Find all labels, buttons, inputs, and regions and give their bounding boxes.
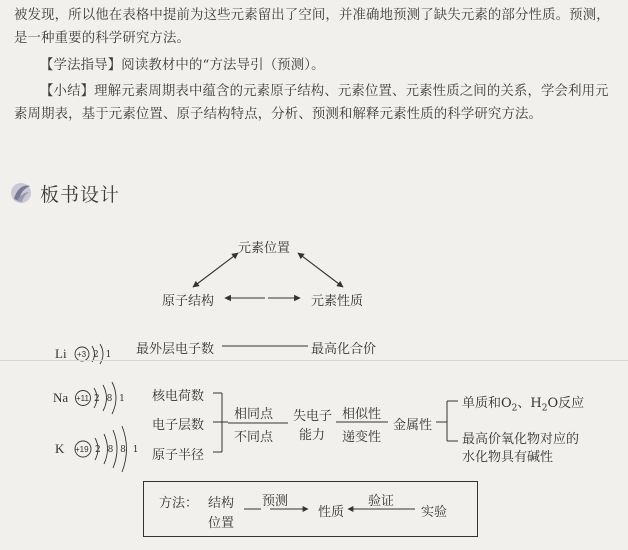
paragraph-method-guide: 【学法指导】阅读教材中的“方法导引（预测）。	[40, 58, 325, 73]
label-lose-electron: 失电子	[293, 409, 333, 424]
atom-li-symbol: Li	[55, 346, 67, 361]
atom-na-nucleus: +11	[76, 394, 89, 403]
label-similarity: 相似性	[342, 407, 382, 422]
label-electron-shells: 电子层数	[152, 418, 205, 433]
method-position: 位置	[208, 516, 235, 531]
paragraph-summary: 【小结】理解元素周期表中蕴含的元素原子结构、元素位置、元素性质之间的关系，学会利用元素周期表，基于元素位置、原子结构特点，分析、预测和解释元素性质的科学研究方法。	[14, 84, 609, 122]
method-structure: 结构	[208, 496, 235, 511]
atom-k-shell-counts: 2 8 8 1	[95, 445, 141, 455]
atom-na-shell-counts: 2 8 1	[94, 394, 127, 404]
result-hydroxide-line2: 水化物具有碱性	[462, 450, 554, 465]
method-experiment: 实验	[421, 505, 448, 520]
arrow-position-structure	[193, 253, 238, 287]
label-outer-electrons: 最外层电子数	[136, 342, 215, 357]
result-hydroxide-line1: 最高价氧化物对应的	[462, 432, 580, 447]
result-reaction: 单质和$O_2$、$H_2O$反应	[462, 396, 585, 414]
label-nuclear-charge: 核电荷数	[152, 389, 205, 404]
method-verify: 验证	[368, 494, 395, 509]
label-ability: 能力	[299, 428, 326, 443]
section-divider	[0, 360, 628, 361]
label-element-position: 元素位置	[238, 241, 291, 256]
label-atomic-radius: 原子半径	[152, 448, 205, 463]
atom-li-shell-counts: 2 1	[93, 350, 114, 360]
arrow-position-property	[298, 253, 343, 287]
atom-li-nucleus: +3	[77, 350, 87, 359]
atom-na-symbol: Na	[53, 390, 69, 405]
label-atomic-structure: 原子结构	[162, 294, 215, 309]
label-same-point: 相同点	[234, 407, 274, 422]
label-gradient: 递变性	[342, 430, 382, 445]
atom-k-symbol: K	[55, 441, 65, 456]
label-highest-valence: 最高化合价	[311, 342, 377, 357]
method-predict: 预测	[262, 494, 289, 509]
paragraph-1: 被发现，所以他在表格中提前为这些元素留出了空间，并准确地预测了缺失元素的部分性质。预测，是一种重要的科学研究方法。	[14, 8, 610, 46]
label-diff-point: 不同点	[234, 430, 274, 445]
atom-k-nucleus: +19	[75, 445, 89, 454]
label-element-property: 元素性质	[311, 294, 364, 309]
label-metallic: 金属性	[393, 418, 433, 433]
method-property: 性质	[318, 505, 345, 520]
method-label: 方法：	[159, 496, 199, 511]
section-title: 板书设计	[40, 183, 121, 206]
